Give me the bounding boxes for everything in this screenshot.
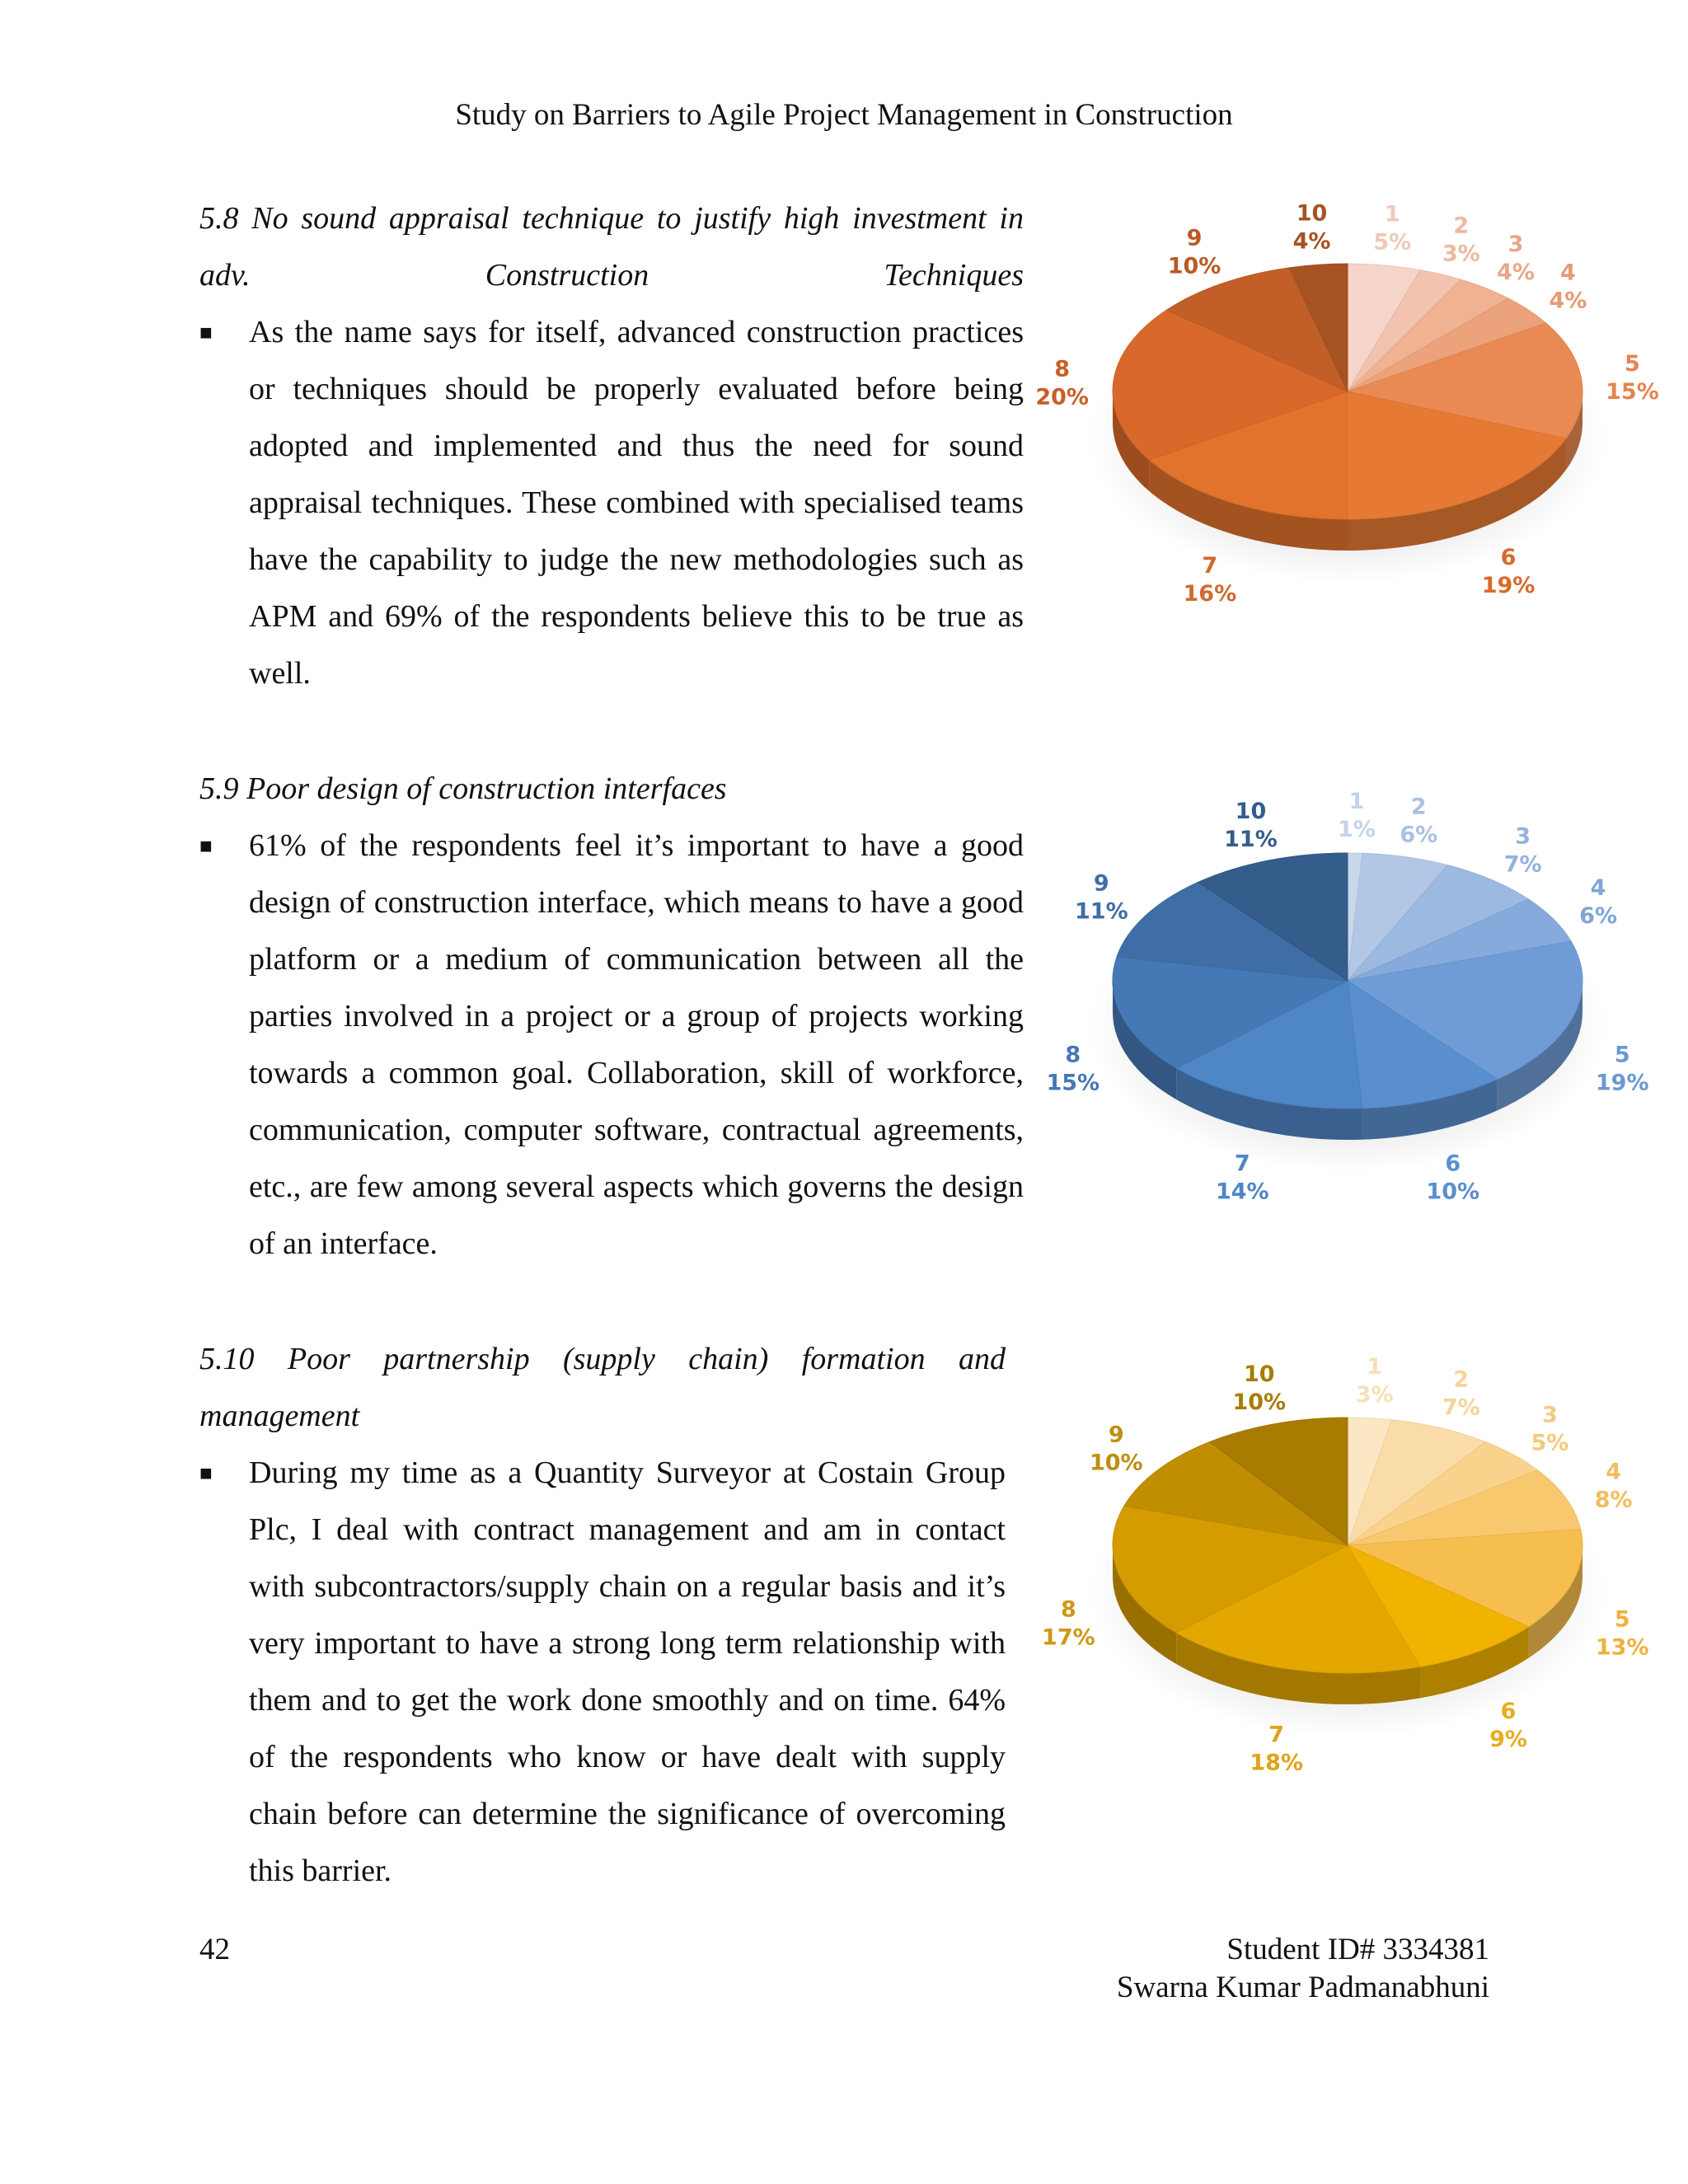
slice-value-label: 20% bbox=[1035, 384, 1090, 410]
slice-value-label: 10% bbox=[1426, 1179, 1480, 1205]
slice-value-label: 17% bbox=[1042, 1624, 1095, 1651]
pie-chart-svg bbox=[1030, 200, 1659, 659]
section-title: 5.8 No sound appraisal technique to justify high investment in adv. Construction Techniques bbox=[199, 201, 1024, 293]
slice-category-label: 6 bbox=[1500, 1698, 1517, 1724]
slice-value-label: 10% bbox=[1089, 1450, 1143, 1476]
slice-category-label: 1 bbox=[1367, 1353, 1383, 1380]
slice-value-label: 4% bbox=[1497, 259, 1535, 285]
slice-value-label: 15% bbox=[1046, 1070, 1100, 1096]
section-title: 5.10 Poor partnership (supply chain) formation and management bbox=[199, 1342, 1006, 1433]
slice-category-label: 8 bbox=[1054, 356, 1071, 382]
slice-category-label: 4 bbox=[1559, 260, 1576, 286]
slice-category-label: 4 bbox=[1606, 1459, 1622, 1485]
author-name: Swarna Kumar Padmanabhuni bbox=[1116, 1971, 1489, 2004]
slice-category-label: 2 bbox=[1453, 213, 1470, 239]
slice-value-label: 19% bbox=[1481, 572, 1536, 598]
slice-category-label: 1 bbox=[1384, 201, 1400, 227]
slice-category-label: 3 bbox=[1507, 231, 1524, 257]
slice-category-label: 3 bbox=[1541, 1402, 1558, 1428]
section-title: 5.9 Poor design of construction interfaces bbox=[199, 771, 727, 806]
slice-value-label: 11% bbox=[1075, 898, 1128, 925]
pie-chart-5-8 bbox=[1030, 200, 1659, 659]
slice-category-label: 7 bbox=[1234, 1151, 1250, 1177]
slice-value-label: 14% bbox=[1215, 1179, 1269, 1205]
pie-chart-5-10 bbox=[1030, 1353, 1649, 1813]
bullet-text: 61% of the respondents feel it’s important to have a good design of construction interface, which means to have a good platform or a medium of communication between all the parties involved in a project or a group of projects working towards a common goal. Collaboration, skill of workforce, communication, computer software, contractual agreements, etc., are few among several aspects which governs the design of an interface. bbox=[249, 828, 1024, 1261]
slice-value-label: 18% bbox=[1250, 1750, 1304, 1776]
slice-category-label: 7 bbox=[1268, 1722, 1285, 1748]
slice-value-label: 10% bbox=[1167, 253, 1221, 279]
bullet-text: During my time as a Quantity Surveyor at Costain Group Plc, I deal with contract management and am in contact with subcontractors/supply chain on a regular basis and it’s very important to have a strong long term relationship with them and to get the work done smoothly and on time. 64% of the respondents who know or have dealt with supply chain before can determine the significance of overcoming this barrier. bbox=[249, 1455, 1006, 1888]
student-id: Student ID# 3334381 bbox=[1226, 1933, 1489, 1966]
bullet-paragraph bbox=[199, 818, 1024, 1272]
bullet-marker-icon: ■ bbox=[199, 834, 213, 858]
slice-value-label: 3% bbox=[1355, 1381, 1394, 1408]
slice-category-label: 5 bbox=[1614, 1042, 1630, 1068]
slice-category-label: 8 bbox=[1060, 1596, 1076, 1623]
slice-value-label: 4% bbox=[1549, 288, 1587, 314]
slice-category-label: 2 bbox=[1410, 794, 1427, 820]
slice-category-label: 1 bbox=[1348, 789, 1365, 815]
pie-chart-svg bbox=[1030, 1353, 1649, 1813]
bullet-paragraph bbox=[199, 304, 1024, 702]
section-5-8 bbox=[199, 190, 1024, 702]
bullet-text: As the name says for itself, advanced construction practices or techniques should be properly evaluated before being adopted and implemented and thus the need for sound appraisal techniques. These combined with specialised teams have the capability to judge the new methodologies such as APM and 69% of the respondents believe this to be true as well. bbox=[249, 315, 1024, 691]
slice-value-label: 15% bbox=[1606, 378, 1659, 405]
section-5-9 bbox=[199, 761, 1024, 1272]
slice-value-label: 1% bbox=[1337, 817, 1376, 843]
bullet-marker-icon: ■ bbox=[199, 1461, 213, 1485]
slice-category-label: 5 bbox=[1614, 1606, 1630, 1633]
slice-category-label: 10 bbox=[1296, 200, 1328, 227]
slice-value-label: 7% bbox=[1503, 851, 1542, 878]
slice-category-label: 4 bbox=[1590, 875, 1606, 902]
slice-category-label: 2 bbox=[1453, 1366, 1470, 1393]
slice-category-label: 9 bbox=[1108, 1422, 1124, 1448]
slice-value-label: 10% bbox=[1232, 1389, 1287, 1415]
running-header: Study on Barriers to Agile Project Management in Construction bbox=[455, 98, 1233, 132]
pie-chart-svg bbox=[1030, 789, 1649, 1249]
slice-category-label: 7 bbox=[1202, 552, 1218, 579]
slice-value-label: 4% bbox=[1292, 228, 1331, 255]
slice-value-label: 9% bbox=[1489, 1726, 1527, 1752]
footer-author-block bbox=[1117, 1931, 1489, 2007]
bullet-marker-icon: ■ bbox=[199, 321, 213, 344]
pie-chart-5-9 bbox=[1030, 789, 1649, 1249]
slice-value-label: 13% bbox=[1595, 1634, 1649, 1661]
bullet-paragraph bbox=[199, 1445, 1006, 1900]
slice-value-label: 6% bbox=[1400, 822, 1438, 848]
slice-category-label: 10 bbox=[1243, 1361, 1275, 1387]
slice-value-label: 19% bbox=[1595, 1070, 1649, 1096]
slice-value-label: 7% bbox=[1442, 1394, 1480, 1421]
slice-value-label: 3% bbox=[1442, 241, 1480, 267]
slice-value-label: 16% bbox=[1183, 580, 1237, 607]
slice-category-label: 6 bbox=[1500, 544, 1517, 570]
slice-category-label: 9 bbox=[1186, 225, 1203, 251]
slice-category-label: 3 bbox=[1515, 823, 1531, 850]
slice-value-label: 8% bbox=[1594, 1487, 1633, 1513]
slice-value-label: 6% bbox=[1579, 903, 1618, 930]
slice-category-label: 5 bbox=[1625, 350, 1640, 377]
slice-category-label: 9 bbox=[1093, 870, 1109, 897]
page-number: 42 bbox=[199, 1933, 230, 1966]
slice-value-label: 5% bbox=[1373, 229, 1412, 255]
slice-value-label: 11% bbox=[1224, 827, 1278, 853]
slice-category-label: 8 bbox=[1065, 1042, 1081, 1068]
slice-category-label: 6 bbox=[1445, 1151, 1461, 1177]
slice-value-label: 5% bbox=[1531, 1430, 1569, 1456]
section-5-10 bbox=[199, 1331, 1006, 1900]
slice-category-label: 10 bbox=[1235, 799, 1267, 825]
